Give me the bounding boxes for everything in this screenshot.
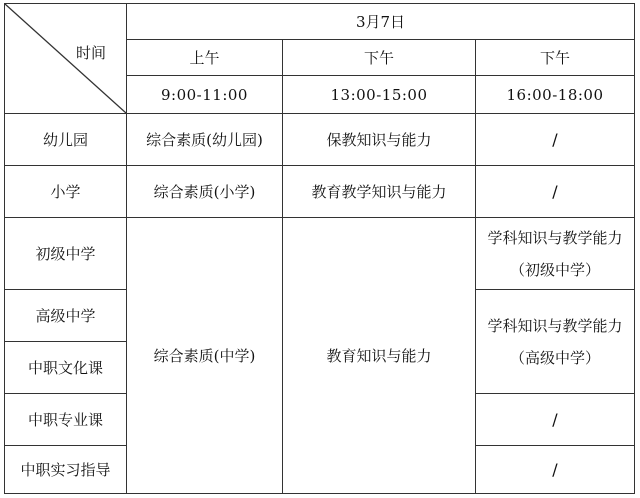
kindergarten-morning-exam: 综合素质(幼儿园) bbox=[127, 114, 283, 166]
vocational-major-late-exam: / bbox=[476, 394, 635, 446]
label-vocational-major: 中职专业课 bbox=[5, 394, 127, 446]
row-junior-high bbox=[5, 218, 635, 290]
date-row bbox=[5, 4, 635, 40]
senior-high-late-exam-line1: 学科知识与教学能力 bbox=[487, 316, 623, 335]
kindergarten-late-exam: / bbox=[476, 114, 635, 166]
time-late-afternoon: 16:00-18:00 bbox=[476, 76, 635, 114]
label-primary: 小学 bbox=[5, 166, 127, 218]
junior-high-late-exam-line2: （初级中学） bbox=[509, 260, 600, 279]
period-morning: 上午 bbox=[127, 40, 283, 76]
senior-high-late-exam bbox=[476, 290, 635, 394]
primary-afternoon-exam: 教育教学知识与能力 bbox=[283, 166, 476, 218]
corner-header-cell bbox=[5, 4, 127, 114]
kindergarten-afternoon-exam: 保教知识与能力 bbox=[283, 114, 476, 166]
junior-high-late-exam-line1: 学科知识与教学能力 bbox=[487, 228, 623, 247]
exam-schedule-table bbox=[4, 3, 635, 494]
label-vocational-culture: 中职文化课 bbox=[5, 342, 127, 394]
senior-high-late-exam-line2: （高级中学） bbox=[509, 348, 600, 367]
label-junior-high: 初级中学 bbox=[5, 218, 127, 290]
diagonal-divider bbox=[5, 4, 126, 113]
label-senior-high: 高级中学 bbox=[5, 290, 127, 342]
primary-late-exam: / bbox=[476, 166, 635, 218]
period-afternoon: 下午 bbox=[283, 40, 476, 76]
junior-high-late-exam bbox=[476, 218, 635, 290]
row-primary bbox=[5, 166, 635, 218]
corner-time-label: 时间 bbox=[75, 44, 106, 62]
label-vocational-practice: 中职实习指导 bbox=[5, 446, 127, 494]
row-kindergarten bbox=[5, 114, 635, 166]
time-afternoon: 13:00-15:00 bbox=[283, 76, 476, 114]
primary-morning-exam: 综合素质(小学) bbox=[127, 166, 283, 218]
secondary-afternoon-exam: 教育知识与能力 bbox=[283, 218, 476, 494]
date-header: 3月7日 bbox=[127, 4, 635, 40]
label-kindergarten: 幼儿园 bbox=[5, 114, 127, 166]
time-morning: 9:00-11:00 bbox=[127, 76, 283, 114]
secondary-morning-exam: 综合素质(中学) bbox=[127, 218, 283, 494]
vocational-practice-late-exam: / bbox=[476, 446, 635, 494]
period-late-afternoon: 下午 bbox=[476, 40, 635, 76]
